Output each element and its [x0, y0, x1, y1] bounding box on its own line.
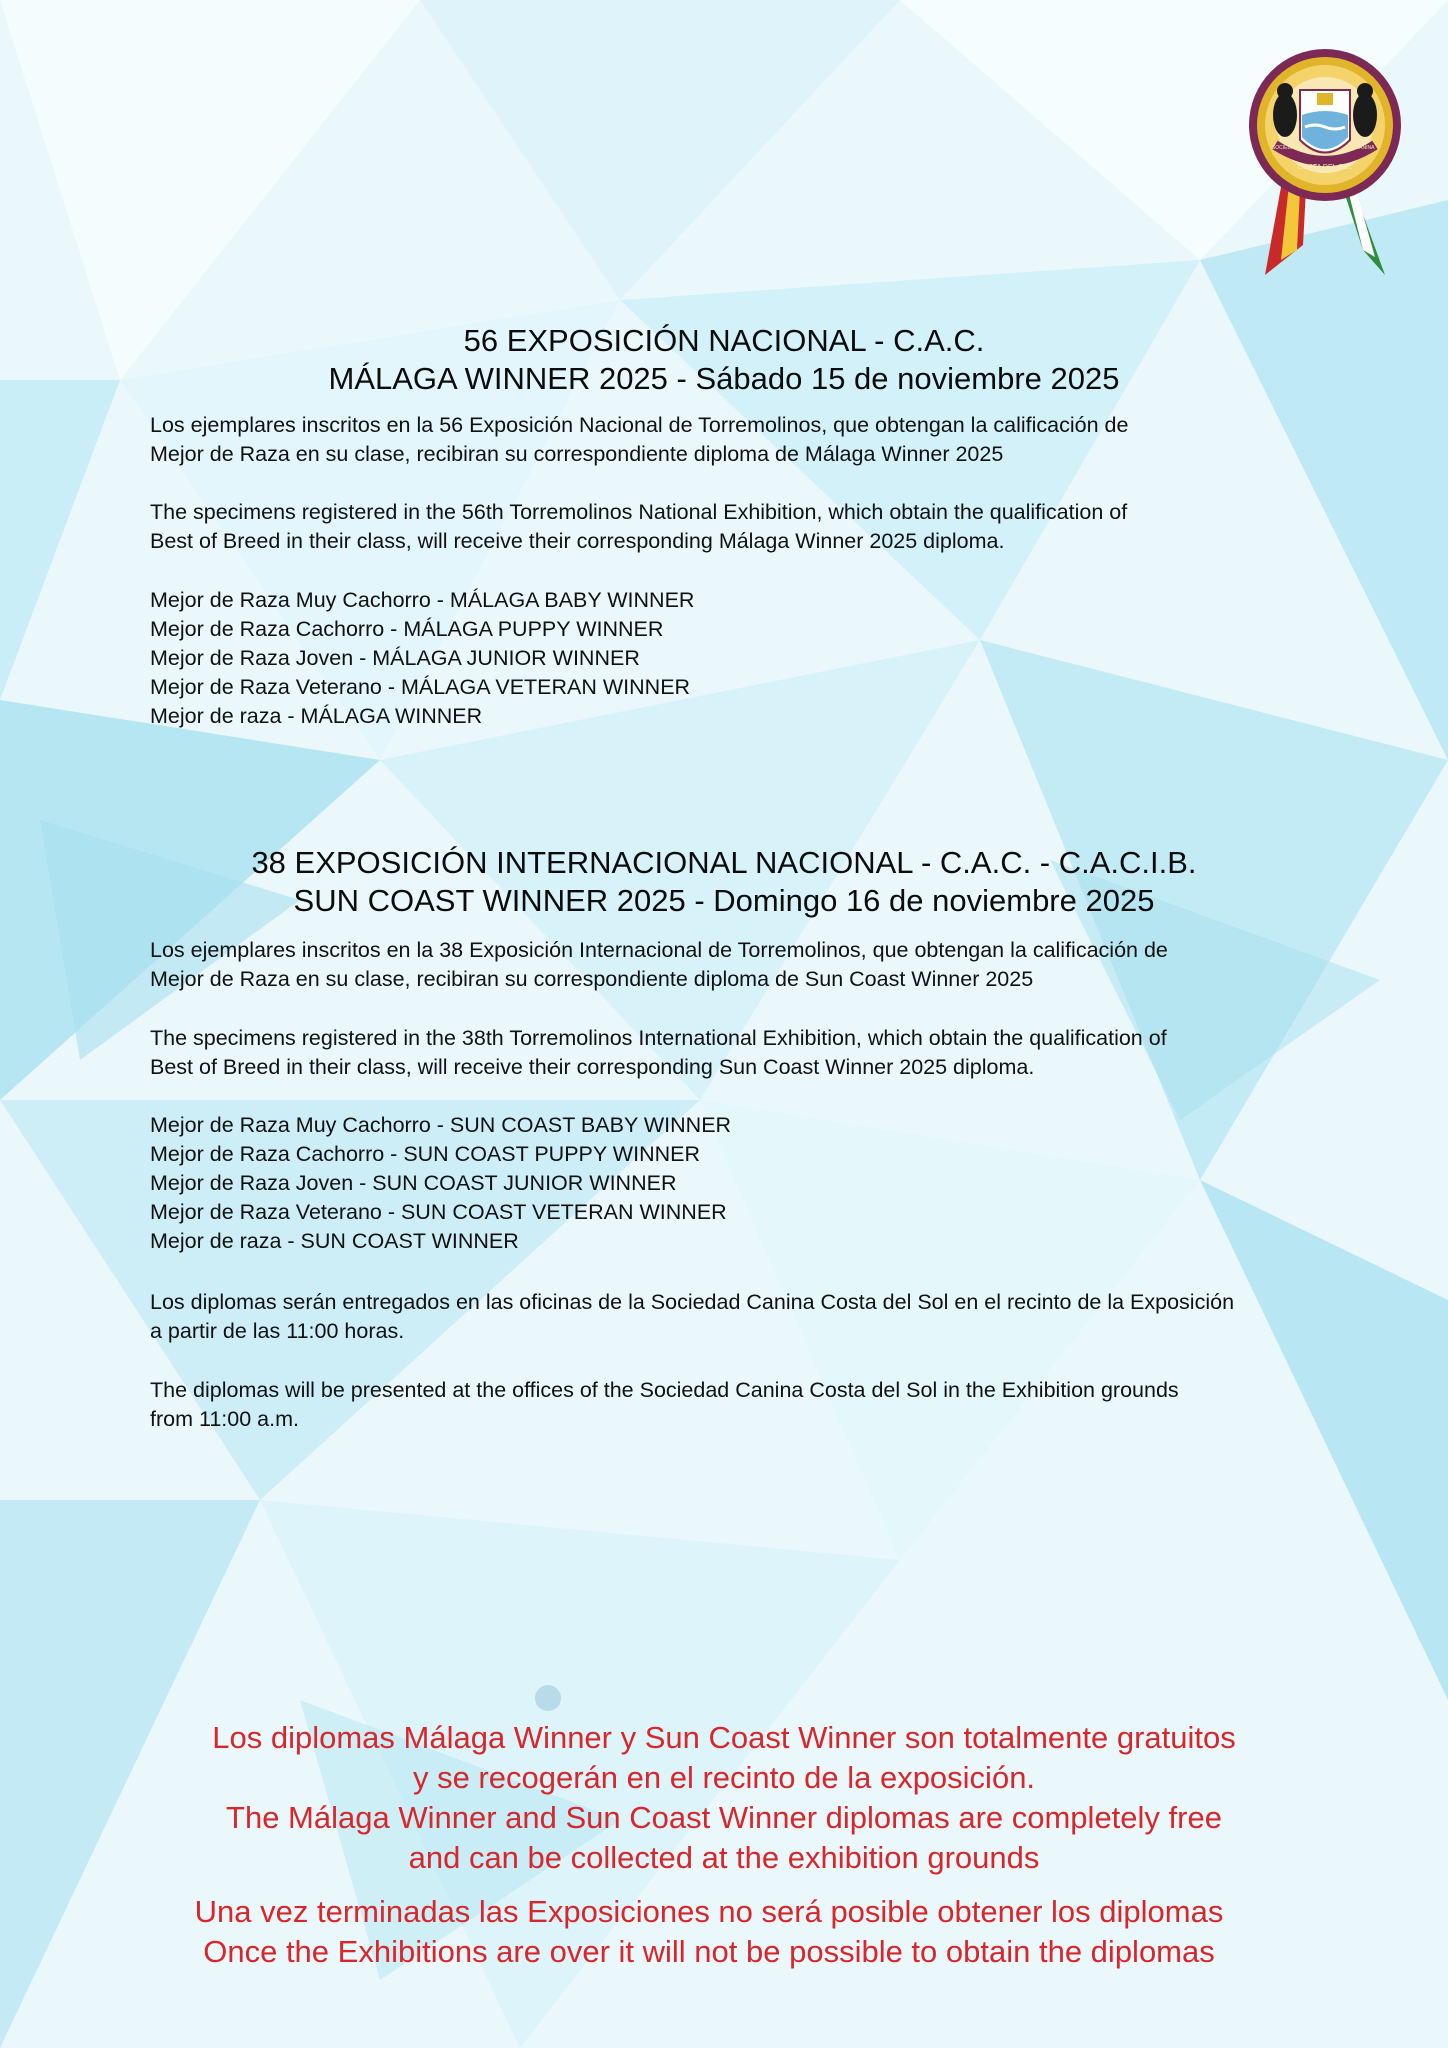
national-title-line2: MÁLAGA WINNER 2025 - Sábado 15 de noviembre 2025 [328, 361, 1120, 396]
club-seal-logo [1245, 45, 1405, 275]
text-line: The specimens registered in the 56th Torremolinos National Exhibition, which obtain the qualification of [150, 500, 1128, 524]
text-line: Mejor de Raza en su clase, recibiran su correspondiente diploma de Málaga Winner 2025 [150, 442, 1004, 466]
notice-line: Los diplomas Málaga Winner y Sun Coast Winner son totalmente gratuitos [212, 1720, 1236, 1755]
award-item: Mejor de Raza Muy Cachorro - MÁLAGA BABY WINNER [150, 588, 695, 612]
national-spanish-paragraph [150, 411, 1380, 469]
award-item: Mejor de Raza Muy Cachorro - SUN COAST BABY WINNER [150, 1113, 732, 1137]
international-title [0, 844, 1448, 920]
deadline-warning [0, 1892, 1433, 1972]
seal-right-text: CANINA [1355, 145, 1375, 151]
text-line: from 11:00 a.m. [150, 1407, 299, 1431]
international-english-paragraph [150, 1024, 1380, 1082]
delivery-english-paragraph [150, 1376, 1380, 1434]
seal-bottom-text: COSTA DEL SOL [1297, 164, 1353, 171]
warning-line: Una vez terminadas las Exposiciones no será posible obtener los diplomas [194, 1894, 1224, 1929]
award-item: Mejor de raza - SUN COAST WINNER [150, 1229, 519, 1253]
text-line: Los ejemplares inscritos en la 38 Exposición Internacional de Torremolinos, que obtengan la calificación de [150, 938, 1168, 962]
award-item: Mejor de Raza Joven - SUN COAST JUNIOR WINNER [150, 1171, 677, 1195]
seal-left-text: SOCIEDAD [1271, 145, 1299, 151]
award-item: Mejor de Raza Cachorro - MÁLAGA PUPPY WINNER [150, 617, 664, 641]
notice-line: and can be collected at the exhibition grounds [408, 1840, 1040, 1875]
national-english-paragraph [150, 498, 1380, 556]
international-spanish-paragraph [150, 936, 1380, 994]
text-line: a partir de las 11:00 horas. [150, 1319, 405, 1343]
decorative-dot [535, 1685, 561, 1711]
international-awards-list [150, 1111, 1380, 1256]
text-line: Mejor de Raza en su clase, recibiran su correspondiente diploma de Sun Coast Winner 2025 [150, 967, 1034, 991]
national-title [0, 322, 1448, 398]
national-awards-list [150, 586, 1380, 731]
text-line: Best of Breed in their class, will receive their corresponding Sun Coast Winner 2025 diploma. [150, 1055, 1035, 1079]
warning-line: Once the Exhibitions are over it will not be possible to obtain the diplomas [203, 1934, 1215, 1969]
award-item: Mejor de Raza Joven - MÁLAGA JUNIOR WINNER [150, 646, 640, 670]
award-item: Mejor de Raza Veterano - MÁLAGA VETERAN WINNER [150, 675, 691, 699]
notice-line: The Málaga Winner and Sun Coast Winner diplomas are completely free [226, 1800, 1222, 1835]
international-title-line2: SUN COAST WINNER 2025 - Domingo 16 de noviembre 2025 [293, 883, 1155, 918]
international-title-line1: 38 EXPOSICIÓN INTERNACIONAL NACIONAL - C.A.C. - C.A.C.I.B. [251, 845, 1197, 880]
text-line: The diplomas will be presented at the offices of the Sociedad Canina Costa del Sol in the Exhibition grounds [150, 1378, 1179, 1402]
award-item: Mejor de Raza Veterano - SUN COAST VETERAN WINNER [150, 1200, 727, 1224]
free-diploma-notice [0, 1718, 1448, 1878]
text-line: Best of Breed in their class, will receive their corresponding Málaga Winner 2025 diploma. [150, 529, 1005, 553]
text-line: Los ejemplares inscritos en la 56 Exposición Nacional de Torremolinos, que obtengan la calificación de [150, 413, 1129, 437]
award-item: Mejor de Raza Cachorro - SUN COAST PUPPY WINNER [150, 1142, 700, 1166]
notice-line: y se recogerán en el recinto de la exposición. [412, 1760, 1036, 1795]
text-line: The specimens registered in the 38th Torremolinos International Exhibition, which obtain the qualification of [150, 1026, 1167, 1050]
text-line: Los diplomas serán entregados en las oficinas de la Sociedad Canina Costa del Sol en el recinto de la Exposición [150, 1290, 1235, 1314]
delivery-spanish-paragraph [150, 1288, 1380, 1346]
award-item: Mejor de raza - MÁLAGA WINNER [150, 704, 483, 728]
national-title-line1: 56 EXPOSICIÓN NACIONAL - C.A.C. [463, 323, 985, 358]
